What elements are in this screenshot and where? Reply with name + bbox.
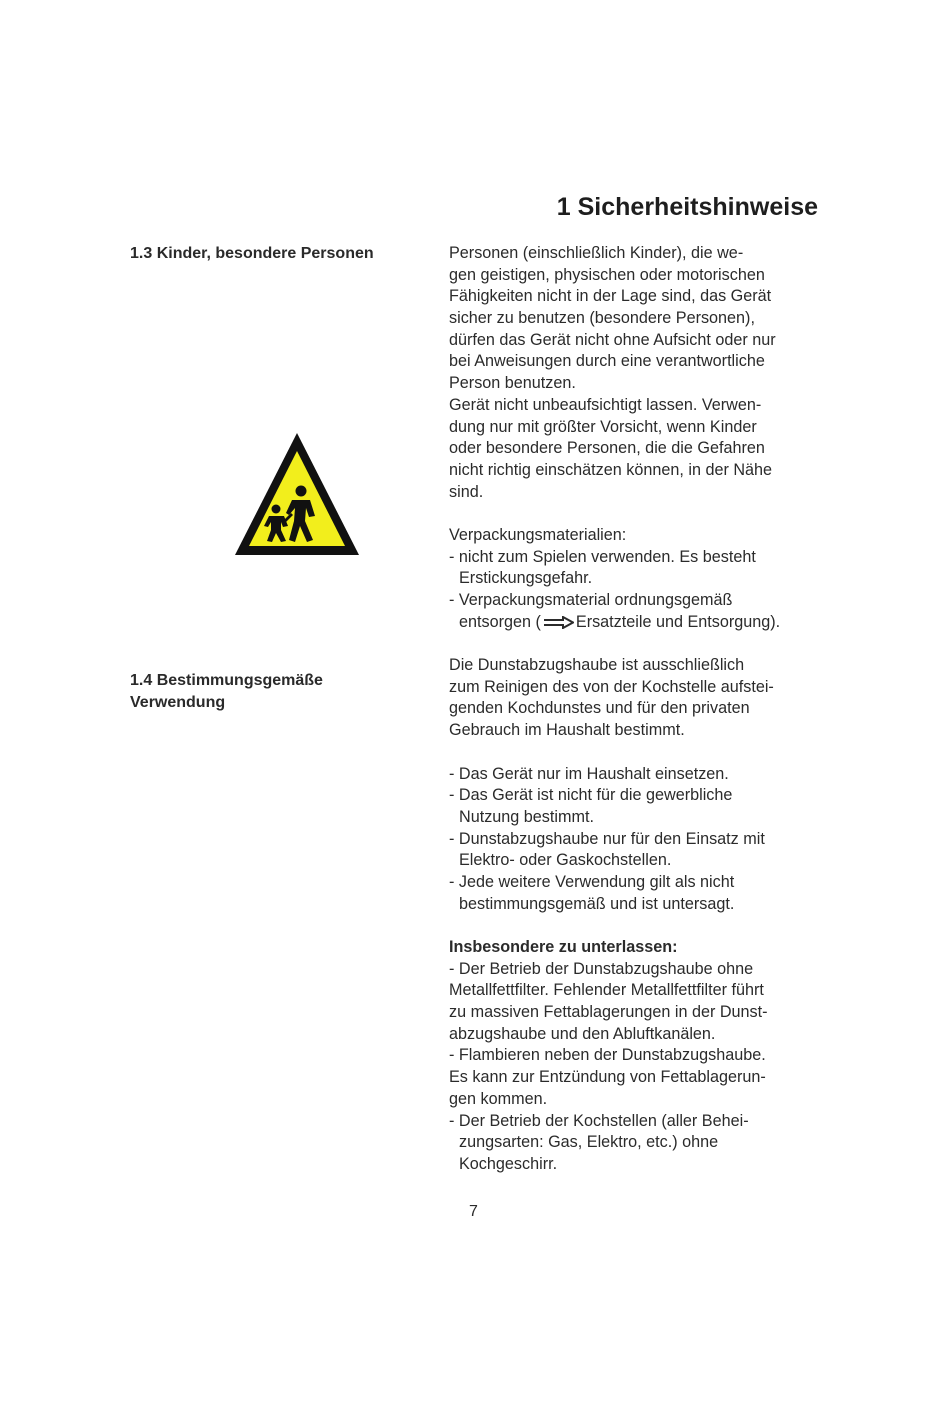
reference-arrow-icon [543, 616, 574, 629]
text-line: Die Dunstabzugshaube ist ausschließlich [449, 656, 745, 675]
text-line: nicht richtig einschätzen können, in der Nähe [449, 460, 773, 479]
list-item-continuation [449, 612, 829, 634]
page-title: 1 Sicherheitshinweise [556, 193, 818, 221]
paragraph-packaging [449, 525, 829, 633]
list-item: - Verpackungsmaterial ordnungsgemäß [449, 591, 733, 609]
list-item-continuation: Elektro- oder Gaskochstellen. [459, 851, 672, 870]
section-heading-children: 1.3 Kinder, besondere Personen [130, 245, 374, 262]
list-prohibited [449, 937, 829, 1176]
list-item: - Der Betrieb der Kochstellen (aller Behei- [449, 1111, 749, 1130]
text-line: dung nur mit größter Vorsicht, wenn Kinder [449, 417, 757, 436]
list-item-continuation: bestimmungsgemäß und ist untersagt. [459, 894, 735, 913]
list-item-continuation: Erstickungsgefahr. [459, 569, 593, 588]
list-title: Insbesondere zu unterlassen: [449, 938, 678, 956]
text-line: Verpackungsmaterialien: [449, 525, 627, 544]
text-line: sicher zu benutzen (besondere Personen), [449, 309, 755, 328]
text-line: abzugshaube und den Abluftkanälen. [449, 1024, 716, 1043]
children-warning-triangle-icon [231, 429, 363, 560]
list-usage-rules [449, 764, 829, 916]
text-line: dürfen das Gerät nicht ohne Aufsicht oder nur [449, 330, 776, 349]
text-line: genden Kochdunstes und für den privaten [449, 699, 750, 718]
text-line: gen kommen. [449, 1089, 548, 1108]
text-line: zum Reinigen des von der Kochstelle aufstei- [449, 677, 774, 696]
list-item: - Flambieren neben der Dunstabzugshaube. [449, 1046, 766, 1065]
paragraph-special-persons [449, 243, 829, 503]
text-fragment: Ersatzteile und Entsorgung). [575, 612, 781, 631]
text-line: Personen (einschließlich Kinder), die we- [449, 244, 744, 262]
text-line: Person benutzen. [449, 374, 576, 393]
text-line: Metallfettfilter. Fehlender Metallfettfilter führt [449, 981, 764, 1000]
section-heading-line: Verwendung [130, 693, 226, 711]
paragraph-intended-use [449, 655, 829, 742]
section-heading-intended-use [130, 670, 430, 713]
list-item-continuation: Nutzung bestimmt. [459, 807, 594, 826]
text-line: Fähigkeiten nicht in der Lage sind, das Gerät [449, 287, 772, 306]
text-line: zu massiven Fettablagerungen in der Dunst- [449, 1003, 768, 1022]
list-item: - nicht zum Spielen verwenden. Es besteht [449, 547, 756, 566]
list-item: - Jede weitere Verwendung gilt als nicht [449, 872, 735, 891]
list-item-continuation: zungsarten: Gas, Elektro, etc.) ohne [459, 1133, 719, 1152]
list-item: - Das Gerät nur im Haushalt einsetzen. [449, 764, 729, 783]
list-item-continuation: Kochgeschirr. [459, 1154, 558, 1173]
text-line: Es kann zur Entzündung von Fettablagerun- [449, 1068, 766, 1087]
text-line: oder besondere Personen, die die Gefahren [449, 439, 765, 458]
text-line: sind. [449, 482, 484, 501]
list-item: - Das Gerät ist nicht für die gewerbliche [449, 786, 733, 805]
text-line: Gebrauch im Haushalt bestimmt. [449, 721, 685, 740]
text-line: Gerät nicht unbeaufsichtigt lassen. Verwen- [449, 395, 762, 414]
text-line: bei Anweisungen durch eine verantwortliche [449, 352, 765, 371]
text-fragment: entsorgen ( [459, 612, 541, 631]
list-item: - Dunstabzugshaube nur für den Einsatz mit [449, 829, 765, 848]
body-text-column [449, 243, 829, 1176]
page-number: 7 [469, 1203, 478, 1220]
list-item: - Der Betrieb der Dunstabzugshaube ohne [449, 959, 754, 978]
text-line: gen geistigen, physischen oder motorischen [449, 265, 765, 284]
section-heading-line: 1.4 Bestimmungsgemäße [130, 672, 323, 689]
